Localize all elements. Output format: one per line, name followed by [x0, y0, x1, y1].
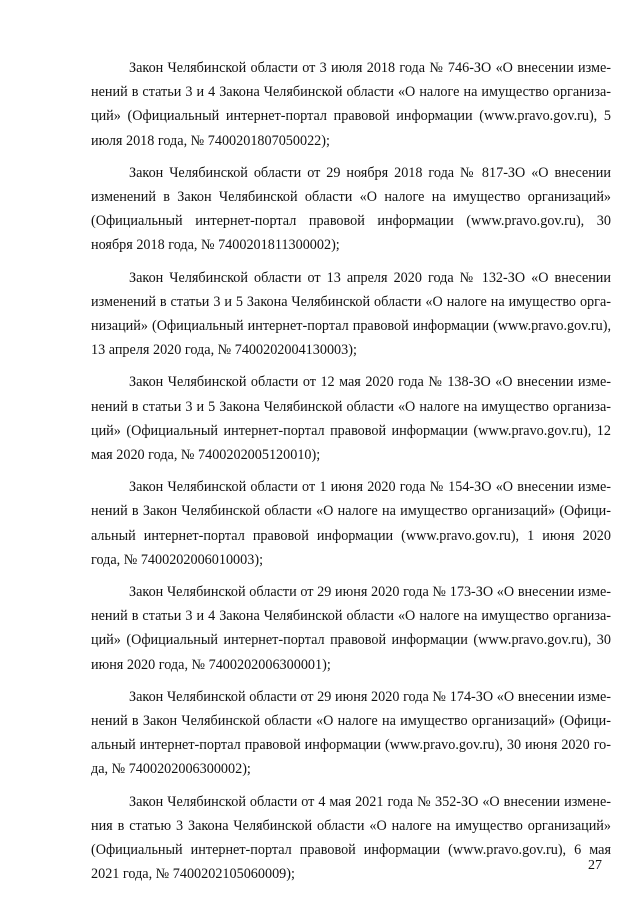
paragraph-law-746: Закон Челябинской области от 3 июля 2018 года № 746-ЗО «О внесении изменений в статьи 3 и 4 Закона Челябинской области «О налоге на имущество организаций» (Официальный интернет-портал правовой информации (www.pravo.gov.ru), 5 июля 2018 года, № 7400201807050022); [91, 60, 611, 149]
paragraph-law-154: Закон Челябинской области от 1 июня 2020 года № 154-ЗО «О внесении изменений в Закон Челябинской области «О налоге на имущество организаций» (Официальный интернет-портал правовой информации (www.pravo.gov.ru), 1 июня 2020 года, № 7400202006010003); [91, 479, 611, 568]
paragraph-law-132: Закон Челябинской области от 13 апреля 2020 года № 132-ЗО «О внесении изменений в статьи 3 и 5 Закона Челябинской области «О налоге на имущество организаций» (Официальный интернет-портал правовой информации (www.pravo.gov.ru), 13 апреля 2020 года, № 7400202004130003); [91, 269, 611, 359]
paragraph-law-174: Закон Челябинской области от 29 июня 2020 года № 174-ЗО «О внесении изменений в Закон Челябинской области «О налоге на имущество организаций» (Официальный интернет-портал правовой информации (www.pravo.gov.ru), 30 июня 2020 года, № 7400202006300002); [91, 688, 611, 778]
paragraph-law-817: Закон Челябинской области от 29 ноября 2018 года № 817-ЗО «О внесении изменений в Закон Челябинской области «О налоге на имущество организаций» (Официальный интернет-портал правовой информации (www.pravo.gov.ru), 30 ноября 2018 года, № 7400201811300002); [91, 164, 611, 254]
page-number: 27 [588, 858, 602, 873]
document-body [91, 56, 611, 895]
paragraph-law-352: Закон Челябинской области от 4 мая 2021 года № 352-ЗО «О внесении изменения в статью 3 Закона Челябинской области «О налоге на имущество организаций» (Официальный интернет-портал правовой информации (www.pravo.gov.ru), 6 мая 2021 года, № 7400202105060009); [91, 793, 611, 883]
paragraph-law-173: Закон Челябинской области от 29 июня 2020 года № 173-ЗО «О внесении изменений в статьи 3 и 4 Закона Челябинской области «О налоге на имущество организаций» (Официальный интернет-портал правовой информации (www.pravo.gov.ru), 30 июня 2020 года, № 7400202006300001); [91, 584, 611, 673]
paragraph-law-138: Закон Челябинской области от 12 мая 2020 года № 138-ЗО «О внесении изменений в статьи 3 и 5 Закона Челябинской области «О налоге на имущество организаций» (Официальный интернет-портал правовой информации (www.pravo.gov.ru), 12 мая 2020 года, № 7400202005120010); [91, 374, 611, 464]
